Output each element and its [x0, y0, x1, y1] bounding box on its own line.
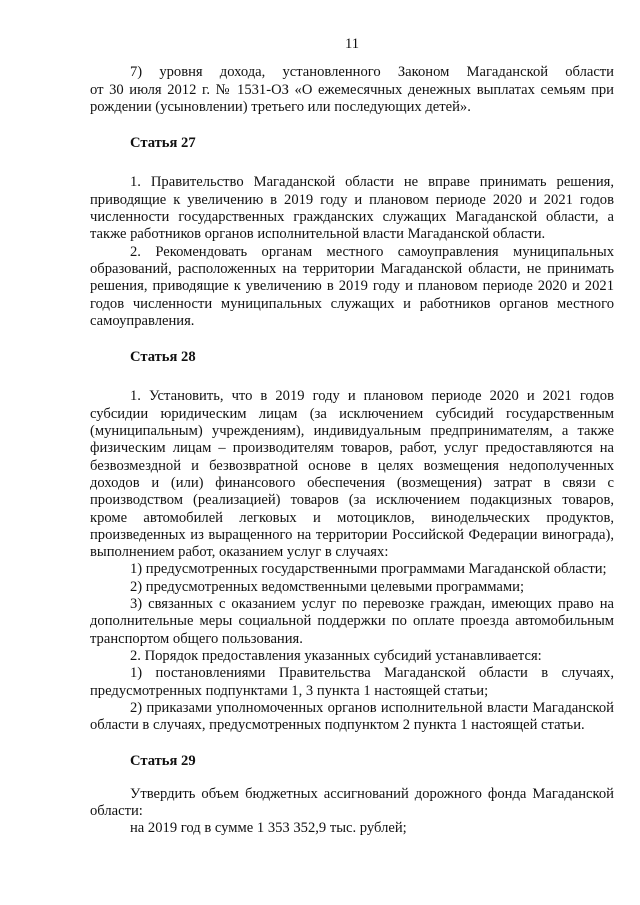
intro-paragraph-rest: от 30 июля 2012 г. № 1531-ОЗ «О ежемесячных денежных выплатах семьям при рождении (усыновлении) третьего или последующих детей».	[90, 81, 614, 115]
article-28-paragraph-2: 2. Порядок предоставления указанных субсидий устанавливается:	[130, 647, 542, 664]
article-28-item-1: 1) предусмотренных государственными программами Магаданской области;	[130, 561, 607, 578]
page-number: 11	[344, 36, 360, 52]
article-27-paragraph-1: 1. Правительство Магаданской области не вправе принимать решения, приводящие к увеличению в 2019 году и плановом периоде 2020 и 2021 годов численности государственных гражданских служащих Магаданской области, а также работников органов исполнительной власти Магаданской области.	[90, 174, 614, 243]
article-28-subitem-1: 1) постановлениями Правительства Магаданской области в случаях, предусмотренных подпунктами 1, 3 пункта 1 настоящей статьи;	[90, 665, 614, 699]
document-page	[90, 36, 614, 838]
article-27-paragraph-2: 2. Рекомендовать органам местного самоуправления муниципальных образований, расположенных на территории Магаданской области, не принимать решения, приводящие к увеличению в 2019 году и плановом периоде 2020 и 2021 годов численности муниципальных служащих и работников органов местного самоуправления.	[90, 243, 614, 329]
article-29-paragraph-1: Утвердить объем бюджетных ассигнований дорожного фонда Магаданской области:	[90, 785, 614, 819]
article-29-paragraph-2: на 2019 год в сумме 1 353 352,9 тыс. рублей;	[130, 820, 407, 837]
article-28-heading: Статья 28	[130, 349, 196, 366]
article-28-subitem-2: 2) приказами уполномоченных органов исполнительной власти Магаданской области в случаях, предусмотренных подпунктом 2 пункта 1 настоящей статьи.	[90, 699, 614, 734]
intro-paragraph-line1: 7) уровня дохода, установленного Законом Магаданской области	[130, 64, 614, 81]
article-27-heading: Статья 27	[130, 135, 196, 152]
article-28-item-2: 2) предусмотренных ведомственными целевыми программами;	[130, 578, 525, 595]
article-28-item-3: 3) связанных с оказанием услуг по перевозке граждан, имеющих право на дополнительные меры социальной поддержки по оплате проезда автомобильным транспортом общего пользования.	[90, 596, 614, 647]
article-28-paragraph-1: 1. Установить, что в 2019 году и плановом периоде 2020 и 2021 годов субсидии юридическим лицам (за исключением субсидий государственным (муниципальным) учреждениям), индивидуальным предпринимателям, а также физическим лицам – производителям товаров, работ, услуг предоставляются на безвозмездной и безвозвратной основе в целях возмещения недополученных доходов и (или) финансового обеспечения (возмещения) затрат в связи с производством (реализацией) товаров (за исключением подакцизных товаров, кроме автомобилей легковых и мотоциклов, винодельческих продуктов, произведенных из выращенного на территории Российской Федерации винограда), выполнением работ, оказанием услуг в случаях:	[90, 388, 614, 561]
article-29-heading: Статья 29	[130, 753, 196, 770]
